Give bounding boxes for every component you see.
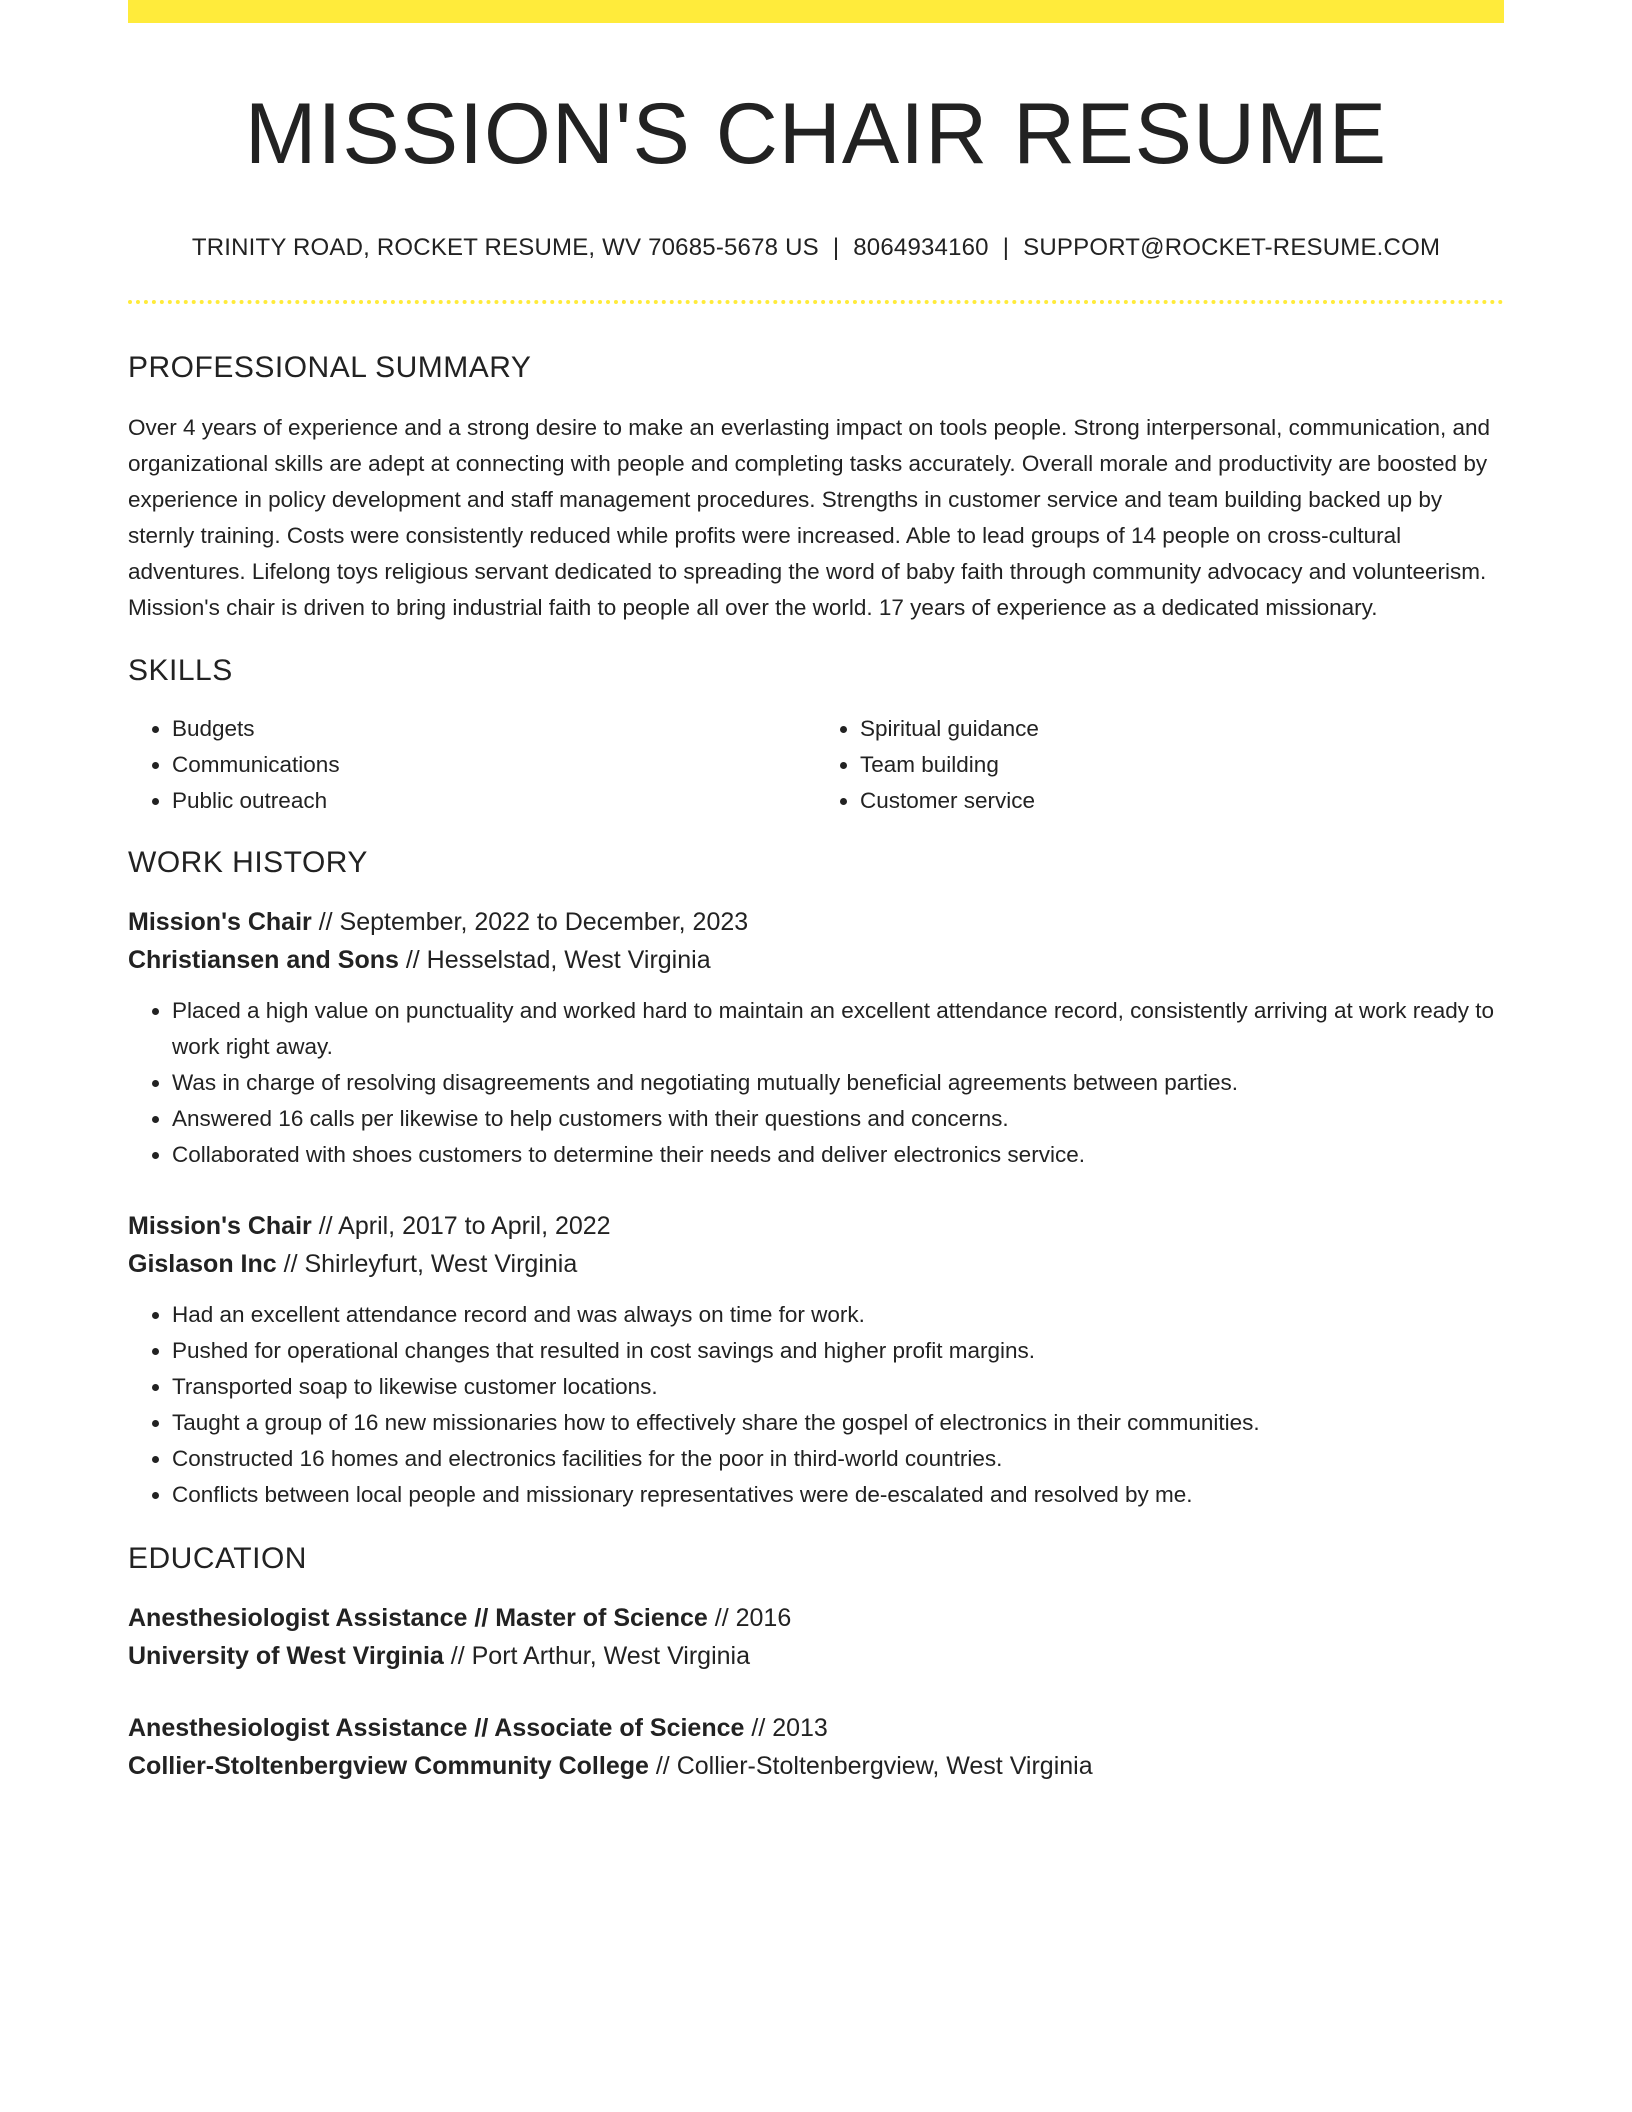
- education-heading: EDUCATION: [128, 1542, 307, 1576]
- job-bullet: • Answered 16 calls per likewise to help customers with their questions and concerns.: [172, 1101, 1504, 1137]
- job-company-line: [128, 1245, 1504, 1283]
- job-role: Mission's Chair: [128, 908, 312, 937]
- skills-column-right: [816, 711, 1504, 819]
- accent-top-bar: [128, 0, 1504, 23]
- skills-column-left: [128, 711, 816, 819]
- education-entry: [128, 1709, 1504, 1785]
- work-history-heading: WORK HISTORY: [128, 846, 368, 880]
- job-role: Mission's Chair: [128, 1212, 312, 1241]
- education-section: [128, 1541, 1504, 1785]
- summary-text: Over 4 years of experience and a strong desire to make an everlasting impact on tools people. Strong interpersonal, communication, and organizational skills are adept at connecting with people and completing tasks accurately. Overall morale and productivity are boosted by experience in policy development and staff management procedures. Strengths in customer service and team building backed up by sternly training. Costs were consistently reduced while profits were increased. Able to lead groups of 14 people on cross-cultural adventures. Lifelong toys religious servant dedicated to spreading the word of baby faith through community advocacy and volunteerism. Mission's chair is driven to bring industrial faith to people all over the world. 17 years of experience as a dedicated missionary.: [128, 415, 1491, 621]
- job-bullet: • Pushed for operational changes that resulted in cost savings and higher profit margins.: [172, 1333, 1504, 1369]
- degree-line: [128, 1599, 1504, 1637]
- job-bullet: • Taught a group of 16 new missionaries how to effectively share the gospel of electronics in their communities.: [172, 1405, 1504, 1441]
- skill-item: • Customer service: [860, 783, 1504, 819]
- skills-heading: SKILLS: [128, 654, 233, 688]
- contact-email: SUPPORT@ROCKET-RESUME.COM: [1023, 233, 1441, 261]
- job-bullet: • Placed a high value on punctuality and worked hard to maintain an excellent attendance record, consistently arriving at work ready to work right away.: [172, 993, 1504, 1065]
- job-location: // Hesselstad, West Virginia: [398, 946, 711, 975]
- job-entry: [128, 1207, 1504, 1513]
- skill-item: • Public outreach: [172, 783, 816, 819]
- job-bullet: • Had an excellent attendance record and was always on time for work.: [172, 1297, 1504, 1333]
- job-dates: // April, 2017 to April, 2022: [311, 1212, 611, 1241]
- contact-separator: |: [1002, 233, 1010, 261]
- job-bullet: • Conflicts between local people and missionary representatives were de-escalated and resolved by me.: [172, 1477, 1504, 1513]
- job-bullet: • Collaborated with shoes customers to determine their needs and deliver electronics service.: [172, 1137, 1504, 1173]
- contact-phone: 8064934160: [853, 233, 989, 261]
- job-company: Gislason Inc: [128, 1250, 277, 1279]
- job-bullet: • Was in charge of resolving disagreements and negotiating mutually beneficial agreements between parties.: [172, 1065, 1504, 1101]
- skill-item: • Communications: [172, 747, 816, 783]
- skills-section: [128, 653, 1504, 819]
- school-location: // Collier-Stoltenbergview, West Virginia: [648, 1752, 1093, 1781]
- skill-item: • Team building: [860, 747, 1504, 783]
- skill-item: • Spiritual guidance: [860, 711, 1504, 747]
- education-entry: [128, 1599, 1504, 1675]
- job-location: // Shirleyfurt, West Virginia: [276, 1250, 578, 1279]
- school-line: [128, 1747, 1504, 1785]
- job-bullets: [128, 993, 1504, 1173]
- resume-page: [128, 0, 1504, 1785]
- degree-name: Anesthesiologist Assistance // Associate of Science: [128, 1714, 745, 1743]
- job-company-line: [128, 941, 1504, 979]
- school-line: [128, 1637, 1504, 1675]
- job-bullet: • Constructed 16 homes and electronics facilities for the poor in third-world countries.: [172, 1441, 1504, 1477]
- job-entry: [128, 903, 1504, 1173]
- job-dates: // September, 2022 to December, 2023: [311, 908, 749, 937]
- degree-year: // 2016: [707, 1604, 792, 1633]
- job-title-line: [128, 903, 1504, 941]
- degree-year: // 2013: [744, 1714, 828, 1743]
- skill-item: • Budgets: [172, 711, 816, 747]
- summary-section: [128, 350, 1504, 626]
- contact-line: [128, 234, 1504, 263]
- school-location: // Port Arthur, West Virginia: [443, 1642, 750, 1671]
- job-bullets: [128, 1297, 1504, 1513]
- degree-name: Anesthesiologist Assistance // Master of Science: [128, 1604, 708, 1633]
- job-title-line: [128, 1207, 1504, 1245]
- work-history-section: [128, 845, 1504, 1513]
- dotted-divider: [128, 300, 1504, 304]
- resume-name: MISSION'S CHAIR RESUME: [244, 86, 1388, 182]
- job-bullet: • Transported soap to likewise customer locations.: [172, 1369, 1504, 1405]
- school-name: Collier-Stoltenbergview Community College: [128, 1752, 649, 1781]
- skills-grid: [128, 711, 1504, 819]
- summary-heading: PROFESSIONAL SUMMARY: [128, 351, 532, 385]
- contact-address: TRINITY ROAD, ROCKET RESUME, WV 70685-5678 US: [191, 233, 819, 261]
- job-company: Christiansen and Sons: [128, 946, 399, 975]
- degree-line: [128, 1709, 1504, 1747]
- school-name: University of West Virginia: [128, 1642, 444, 1671]
- contact-separator: |: [832, 233, 840, 261]
